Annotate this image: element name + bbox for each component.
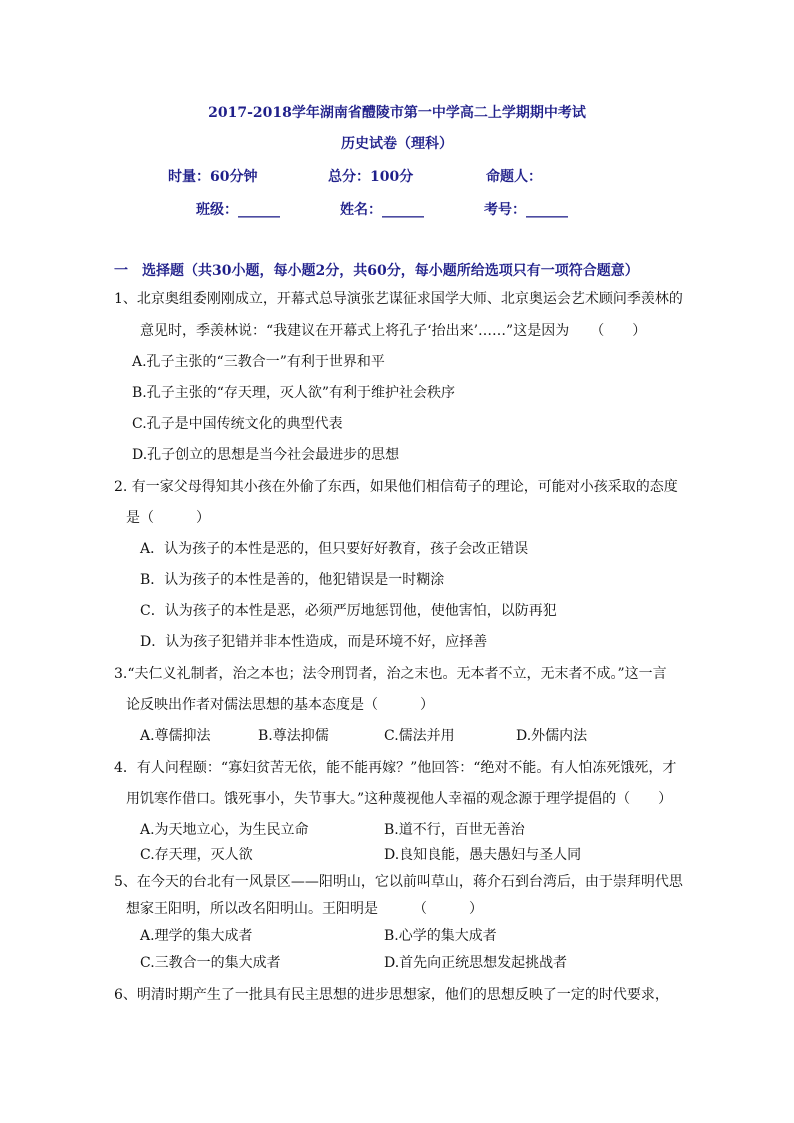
question-1-stem-line-2: 意见时，季羡林说：“我建议在开幕式上将孔子‘抬出来’……”这是因为 （ ）	[140, 323, 647, 339]
page-title: 2017-2018学年湖南省醴陵市第一中学高二上学期期中考试	[208, 105, 586, 121]
question-3-option-c: C.儒法并用	[384, 728, 455, 744]
question-1-stem-line-1: 1、北京奥组委刚刚成立，开幕式总导演张艺谋征求国学大师、北京奥运会艺术顾问季羡林的	[114, 291, 683, 307]
question-5-option-d: D.首先向正统思想发起挑战者	[384, 955, 568, 971]
exam-total-score: 总分：100分	[328, 169, 414, 185]
question-5-stem-line-1: 5、在今天的台北有一风景区——阳明山，它以前叫草山，蒋介石到台湾后，由于崇拜明代思	[114, 874, 683, 890]
class-field: 班级：______	[196, 202, 280, 218]
question-3-stem-line-1: 3.“夫仁义礼制者，治之本也；法令刑罚者，治之末也。无本者不立，无末者不成。”这一言	[114, 666, 667, 682]
question-1-option-d: D.孔子创立的思想是当今社会最进步的思想	[132, 447, 400, 463]
question-4-stem-line-2: 用饥寒作借口。饿死事小，失节事大。”这种蔑视他人幸福的观念源于理学提倡的（ ）	[126, 791, 673, 807]
section-heading: 一 选择题（共30小题，每小题2分，共60分，每小题所给选项只有一项符合题意）	[114, 263, 639, 279]
question-2-option-c: C．认为孩子的本性是恶，必须严厉地惩罚他，使他害怕，以防再犯	[140, 603, 557, 619]
question-5-option-a: A.理学的集大成者	[140, 928, 253, 944]
question-3-stem-line-2: 论反映出作者对儒法思想的基本态度是（ ）	[126, 697, 434, 713]
question-2-option-b: B．认为孩子的本性是善的，他犯错误是一时糊涂	[140, 572, 445, 588]
name-field: 姓名：______	[340, 202, 424, 218]
question-5-stem-line-2: 想家王阳明，所以改名阳明山。王阳明是 （ ）	[126, 901, 483, 917]
page-subtitle: 历史试卷（理科）	[341, 136, 453, 152]
question-4-stem-line-1: 4．有人问程颐：“寡妇贫苦无依，能不能再嫁？”他回答：“绝对不能。有人怕冻死饿死，才	[114, 760, 677, 776]
question-3-option-d: D.外儒内法	[516, 728, 588, 744]
question-2-option-d: D．认为孩子犯错并非本性造成，而是环境不好，应择善	[140, 634, 488, 650]
question-4-option-a: A.为天地立心，为生民立命	[140, 822, 309, 838]
question-2-option-a: A．认为孩子的本性是恶的，但只要好好教育，孩子会改正错误	[140, 541, 529, 557]
question-5-option-c: C.三教合一的集大成者	[140, 955, 281, 971]
exam-time: 时量：60分钟	[168, 169, 258, 185]
exam-number-field: 考号：______	[484, 202, 568, 218]
question-3-option-a: A.尊儒抑法	[140, 728, 211, 744]
question-6-stem-line-1: 6、明清时期产生了一批具有民主思想的进步思想家，他们的思想反映了一定的时代要求，	[114, 987, 669, 1003]
question-3-option-b: B.尊法抑儒	[258, 728, 329, 744]
question-4-option-d: D.良知良能，愚夫愚妇与圣人同	[384, 847, 582, 863]
question-4-option-b: B.道不行，百世无善治	[384, 822, 525, 838]
question-1-option-c: C.孔子是中国传统文化的典型代表	[132, 416, 343, 432]
question-2-stem-line-2: 是（ ）	[126, 510, 210, 526]
exam-author: 命题人：	[486, 169, 542, 185]
question-1-option-b: B.孔子主张的“存天理，灭人欲”有利于维护社会秩序	[132, 385, 456, 401]
question-1-option-a: A.孔子主张的“三教合一”有利于世界和平	[132, 354, 385, 370]
question-5-option-b: B.心学的集大成者	[384, 928, 497, 944]
question-2-stem-line-1: 2. 有一家父母得知其小孩在外偷了东西，如果他们相信荀子的理论，可能对小孩采取的态度	[114, 479, 678, 495]
question-4-option-c: C.存天理，灭人欲	[140, 847, 253, 863]
